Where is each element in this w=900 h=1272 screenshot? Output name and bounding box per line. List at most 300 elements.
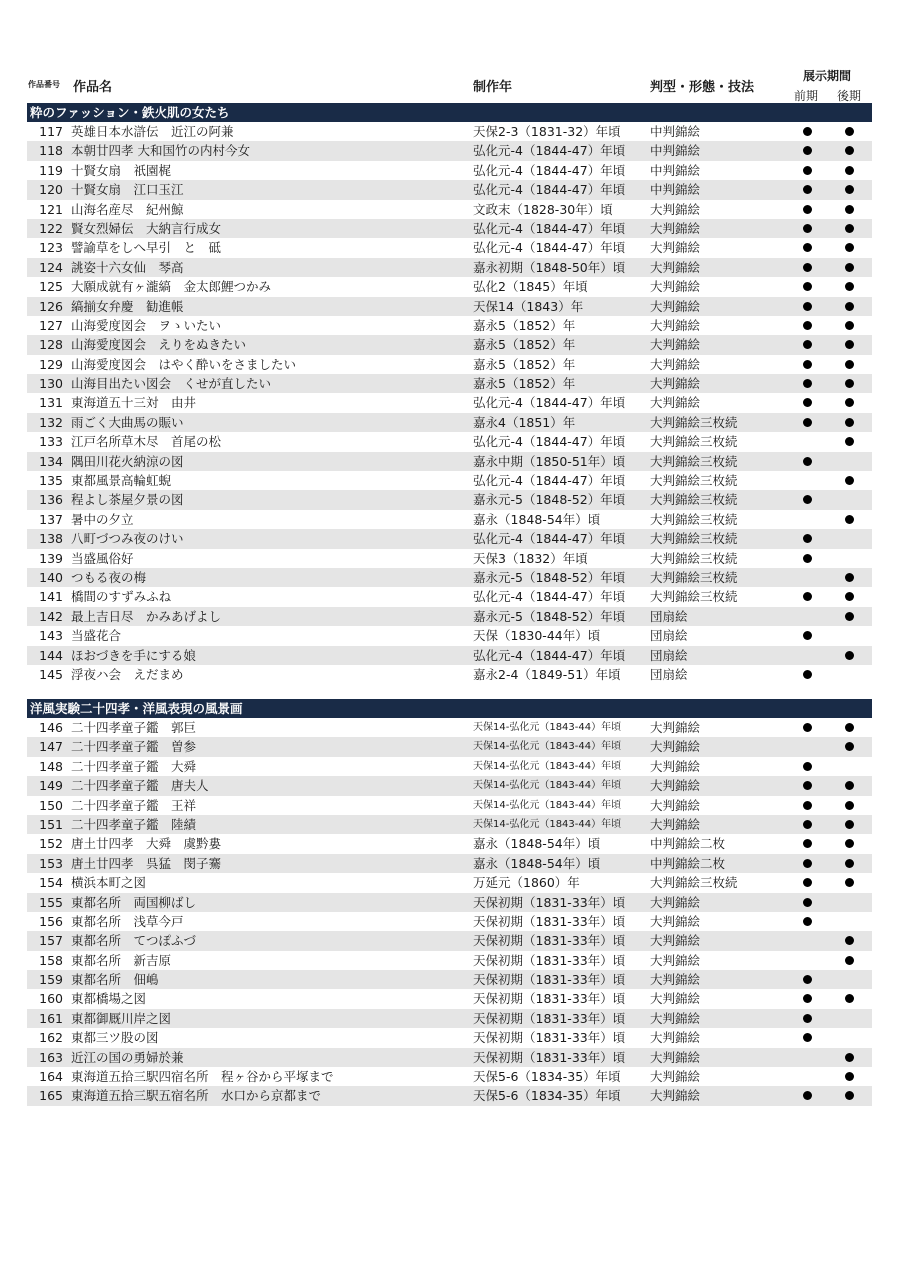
item-format: 大判錦絵 bbox=[650, 933, 701, 949]
table-row bbox=[27, 549, 872, 568]
header-period: 展示期間 bbox=[803, 69, 852, 83]
item-title: 東都名所 両国柳ばし bbox=[71, 894, 197, 910]
item-format: 中判錦絵二枚 bbox=[650, 836, 726, 852]
item-format: 中判錦絵 bbox=[650, 162, 701, 178]
item-number: 152 bbox=[39, 836, 63, 852]
item-title: 譬諭草をしへ早引 と 砥 bbox=[71, 240, 222, 256]
item-format: 大判錦絵 bbox=[650, 337, 701, 353]
early-period-dot-icon bbox=[803, 762, 812, 771]
item-year: 天保（1830-44年）頃 bbox=[473, 628, 601, 644]
late-period-dot-icon bbox=[845, 651, 854, 660]
late-period-dot-icon bbox=[845, 476, 854, 485]
item-year: 天保14-弘化元（1843-44）年頃 bbox=[473, 722, 622, 733]
late-period-dot-icon bbox=[845, 146, 854, 155]
item-title: 二十四孝童子鑑 郭巨 bbox=[71, 720, 197, 735]
item-year: 天保初期（1831-33年）頃 bbox=[473, 894, 626, 910]
item-year: 弘化元-4（1844-47）年頃 bbox=[473, 162, 626, 178]
item-format: 大判錦絵三枚続 bbox=[650, 589, 738, 605]
item-year: 天保3（1832）年頃 bbox=[473, 550, 588, 566]
header-early: 前期 bbox=[794, 89, 819, 103]
late-period-dot-icon bbox=[845, 418, 854, 427]
table-row bbox=[27, 665, 872, 684]
item-format: 大判錦絵 bbox=[650, 816, 701, 832]
early-period-dot-icon bbox=[803, 1091, 812, 1100]
item-year: 嘉永5（1852）年 bbox=[473, 376, 576, 392]
early-period-dot-icon bbox=[803, 457, 812, 466]
item-year: 文政末（1828-30年）頃 bbox=[473, 201, 613, 217]
early-period-dot-icon bbox=[803, 321, 812, 330]
item-number: 155 bbox=[39, 894, 63, 910]
item-number: 137 bbox=[39, 511, 63, 527]
item-year: 嘉永4（1851）年 bbox=[473, 414, 576, 430]
item-title: 東都風景高輪虹蜺 bbox=[71, 473, 172, 489]
early-period-dot-icon bbox=[803, 820, 812, 829]
item-title: 本朝廿四孝 大和国竹の内村今女 bbox=[71, 143, 250, 159]
item-year: 万延元（1860）年 bbox=[473, 875, 580, 891]
item-year: 弘化2（1845）年頃 bbox=[473, 279, 588, 295]
header-number: 作品番号 bbox=[28, 80, 60, 89]
item-number: 163 bbox=[39, 1049, 63, 1065]
item-format: 大判錦絵 bbox=[650, 894, 701, 910]
item-format: 大判錦絵 bbox=[650, 279, 701, 295]
item-number: 119 bbox=[39, 162, 63, 178]
section-rows bbox=[27, 718, 872, 1106]
item-format: 大判錦絵 bbox=[650, 376, 701, 392]
item-title: 東都名所 てつぽふづ bbox=[71, 933, 197, 949]
item-number: 127 bbox=[39, 317, 63, 333]
early-period-dot-icon bbox=[803, 994, 812, 1003]
item-year: 天保14（1843）年 bbox=[473, 298, 584, 314]
late-period-dot-icon bbox=[845, 839, 854, 848]
item-title: 横浜本町之図 bbox=[71, 875, 147, 891]
table-row bbox=[27, 626, 872, 645]
item-year: 天保14-弘化元（1843-44）年頃 bbox=[473, 818, 622, 830]
table-row bbox=[27, 796, 872, 815]
item-year: 嘉永5（1852）年 bbox=[473, 356, 576, 372]
early-period-dot-icon bbox=[803, 166, 812, 175]
header-year: 制作年 bbox=[473, 80, 513, 95]
late-period-dot-icon bbox=[845, 1053, 854, 1062]
item-number: 132 bbox=[39, 414, 63, 430]
table-row bbox=[27, 646, 872, 665]
item-title: 当盛風俗好 bbox=[71, 550, 134, 566]
item-format: 中判錦絵 bbox=[650, 143, 701, 159]
item-year: 弘化元-4（1844-47）年頃 bbox=[473, 240, 626, 256]
early-period-dot-icon bbox=[803, 554, 812, 563]
table-row bbox=[27, 316, 872, 335]
item-title: 二十四孝童子鑑 大舜 bbox=[71, 758, 197, 774]
item-title: 江戸名所草木尽 首尾の松 bbox=[71, 434, 222, 450]
item-number: 160 bbox=[39, 991, 63, 1007]
early-period-dot-icon bbox=[803, 243, 812, 252]
item-format: 大判錦絵 bbox=[650, 972, 701, 988]
item-number: 147 bbox=[39, 739, 63, 755]
item-format: 大判錦絵 bbox=[650, 317, 701, 333]
item-title: 東海道五拾三駅四宿名所 程ヶ谷から平塚まで bbox=[71, 1069, 334, 1085]
late-period-dot-icon bbox=[845, 302, 854, 311]
item-number: 118 bbox=[39, 143, 63, 159]
late-period-dot-icon bbox=[845, 437, 854, 446]
item-format: 大判錦絵 bbox=[650, 298, 701, 314]
table-row bbox=[27, 1009, 872, 1028]
table-row bbox=[27, 854, 872, 873]
item-format: 大判錦絵 bbox=[650, 1069, 701, 1085]
table-row bbox=[27, 912, 872, 931]
item-format: 大判錦絵三枚続 bbox=[650, 550, 738, 566]
item-number: 144 bbox=[39, 647, 63, 663]
item-format: 大判錦絵 bbox=[650, 952, 701, 968]
table-row bbox=[27, 1067, 872, 1086]
early-period-dot-icon bbox=[803, 670, 812, 679]
table-row bbox=[27, 815, 872, 834]
early-period-dot-icon bbox=[803, 263, 812, 272]
item-title: 唐土廿四孝 呉猛 閔子騫 bbox=[71, 855, 222, 871]
late-period-dot-icon bbox=[845, 340, 854, 349]
item-format: 大判錦絵 bbox=[650, 220, 701, 236]
item-title: 山海名産尽 紀州鯨 bbox=[71, 201, 184, 217]
item-format: 大判錦絵三枚続 bbox=[650, 414, 738, 430]
item-format: 中判錦絵 bbox=[650, 182, 701, 198]
item-title: 二十四孝童子鑑 曽参 bbox=[71, 739, 197, 755]
table-row bbox=[27, 141, 872, 160]
early-period-dot-icon bbox=[803, 839, 812, 848]
table-row bbox=[27, 452, 872, 471]
item-title: 浮夜ハ会 えだまめ bbox=[71, 666, 184, 682]
table-row bbox=[27, 258, 872, 277]
item-title: 東都橋場之図 bbox=[71, 991, 147, 1007]
item-format: 団扇絵 bbox=[650, 647, 688, 663]
item-title: 十賢女扇 祇園梶 bbox=[71, 162, 172, 178]
item-year: 天保初期（1831-33年）頃 bbox=[473, 1030, 626, 1046]
item-format: 大判錦絵 bbox=[650, 1010, 701, 1026]
item-year: 嘉永元-5（1848-52）年頃 bbox=[473, 569, 626, 585]
table-row bbox=[27, 587, 872, 606]
late-period-dot-icon bbox=[845, 185, 854, 194]
item-year: 嘉永5（1852）年 bbox=[473, 317, 576, 333]
item-number: 129 bbox=[39, 356, 63, 372]
early-period-dot-icon bbox=[803, 379, 812, 388]
table-row bbox=[27, 471, 872, 490]
item-title: 英雄日本水滸伝 近江の阿兼 bbox=[71, 124, 234, 139]
item-number: 138 bbox=[39, 531, 63, 547]
item-title: 山海愛度図会 はやく酔いをさましたい bbox=[71, 356, 297, 372]
item-year: 弘化元-4（1844-47）年頃 bbox=[473, 220, 626, 236]
header-late: 後期 bbox=[837, 89, 862, 103]
item-number: 154 bbox=[39, 875, 63, 891]
item-year: 天保初期（1831-33年）頃 bbox=[473, 952, 626, 968]
late-period-dot-icon bbox=[845, 820, 854, 829]
item-number: 157 bbox=[39, 933, 63, 949]
item-number: 120 bbox=[39, 182, 63, 198]
item-format: 大判錦絵 bbox=[650, 201, 701, 217]
item-number: 135 bbox=[39, 473, 63, 489]
item-format: 団扇絵 bbox=[650, 666, 688, 682]
item-year: 天保初期（1831-33年）頃 bbox=[473, 972, 626, 988]
item-year: 弘化元-4（1844-47）年頃 bbox=[473, 589, 626, 605]
item-number: 136 bbox=[39, 492, 63, 508]
item-year: 嘉永（1848-54年）頃 bbox=[473, 836, 601, 852]
early-period-dot-icon bbox=[803, 878, 812, 887]
item-number: 143 bbox=[39, 628, 63, 644]
item-number: 142 bbox=[39, 608, 63, 624]
table-row bbox=[27, 931, 872, 950]
item-title: 山海愛度図会 えりをぬきたい bbox=[71, 337, 247, 353]
item-year: 天保初期（1831-33年）頃 bbox=[473, 1010, 626, 1026]
item-year: 嘉永初期（1848-50年）頃 bbox=[473, 259, 626, 275]
late-period-dot-icon bbox=[845, 127, 854, 136]
item-format: 大判錦絵三枚続 bbox=[650, 569, 738, 585]
item-format: 大判錦絵三枚続 bbox=[650, 473, 738, 489]
item-format: 大判錦絵 bbox=[650, 395, 701, 411]
item-year: 弘化元-4（1844-47）年頃 bbox=[473, 395, 626, 411]
item-format: 大判錦絵 bbox=[650, 797, 701, 813]
late-period-dot-icon bbox=[845, 243, 854, 252]
item-format: 大判錦絵 bbox=[650, 739, 701, 755]
late-period-dot-icon bbox=[845, 781, 854, 790]
table-row bbox=[27, 834, 872, 853]
table-row bbox=[27, 951, 872, 970]
item-title: 東都名所 浅草今戸 bbox=[71, 913, 184, 929]
item-number: 148 bbox=[39, 758, 63, 774]
late-period-dot-icon bbox=[845, 321, 854, 330]
item-format: 大判錦絵 bbox=[650, 720, 701, 735]
item-number: 130 bbox=[39, 376, 63, 392]
item-year: 嘉永5（1852）年 bbox=[473, 337, 576, 353]
early-period-dot-icon bbox=[803, 302, 812, 311]
item-title: 二十四孝童子鑑 唐夫人 bbox=[71, 778, 209, 794]
item-format: 大判錦絵 bbox=[650, 1030, 701, 1046]
item-number: 159 bbox=[39, 972, 63, 988]
item-format: 大判錦絵三枚続 bbox=[650, 511, 738, 527]
item-title: 暑中の夕立 bbox=[71, 511, 134, 527]
table-row bbox=[27, 757, 872, 776]
table-row bbox=[27, 893, 872, 912]
item-title: 近江の国の勇婦於兼 bbox=[71, 1049, 184, 1065]
early-period-dot-icon bbox=[803, 631, 812, 640]
item-year: 天保5-6（1834-35）年頃 bbox=[473, 1069, 621, 1085]
item-title: 程よし茶屋夕景の図 bbox=[71, 492, 184, 508]
early-period-dot-icon bbox=[803, 146, 812, 155]
table-row bbox=[27, 335, 872, 354]
early-period-dot-icon bbox=[803, 418, 812, 427]
table-row bbox=[27, 529, 872, 548]
early-period-dot-icon bbox=[803, 534, 812, 543]
early-period-dot-icon bbox=[803, 917, 812, 926]
item-year: 弘化元-4（1844-47）年頃 bbox=[473, 531, 626, 547]
table-row bbox=[27, 1048, 872, 1067]
early-period-dot-icon bbox=[803, 1033, 812, 1042]
table-row bbox=[27, 122, 872, 141]
table-row bbox=[27, 970, 872, 989]
table-row bbox=[27, 510, 872, 529]
header-format: 判型・形態・技法 bbox=[650, 80, 755, 95]
late-period-dot-icon bbox=[845, 801, 854, 810]
late-period-dot-icon bbox=[845, 398, 854, 407]
table-row bbox=[27, 776, 872, 795]
late-period-dot-icon bbox=[845, 1072, 854, 1081]
table-row bbox=[27, 737, 872, 756]
item-number: 117 bbox=[39, 124, 63, 139]
item-title: 東海道五拾三駅五宿名所 水口から京都まで bbox=[71, 1088, 322, 1104]
item-year: 天保初期（1831-33年）頃 bbox=[473, 933, 626, 949]
item-year: 弘化元-4（1844-47）年頃 bbox=[473, 473, 626, 489]
early-period-dot-icon bbox=[803, 185, 812, 194]
late-period-dot-icon bbox=[845, 515, 854, 524]
table-row bbox=[27, 355, 872, 374]
item-number: 165 bbox=[39, 1088, 63, 1104]
late-period-dot-icon bbox=[845, 282, 854, 291]
late-period-dot-icon bbox=[845, 723, 854, 732]
late-period-dot-icon bbox=[845, 612, 854, 621]
early-period-dot-icon bbox=[803, 360, 812, 369]
item-number: 141 bbox=[39, 589, 63, 605]
item-year: 嘉永（1848-54年）頃 bbox=[473, 511, 601, 527]
late-period-dot-icon bbox=[845, 360, 854, 369]
item-title: 二十四孝童子鑑 王祥 bbox=[71, 797, 197, 813]
item-format: 大判錦絵三枚続 bbox=[650, 453, 738, 469]
item-year: 天保14-弘化元（1843-44）年頃 bbox=[473, 780, 622, 792]
early-period-dot-icon bbox=[803, 282, 812, 291]
table-row bbox=[27, 219, 872, 238]
early-period-dot-icon bbox=[803, 340, 812, 349]
late-period-dot-icon bbox=[845, 573, 854, 582]
item-format: 中判錦絵二枚 bbox=[650, 855, 726, 871]
item-title: 縞揃女弁慶 勧進帳 bbox=[71, 298, 184, 314]
item-year: 天保初期（1831-33年）頃 bbox=[473, 913, 626, 929]
item-title: つもる夜の梅 bbox=[71, 569, 147, 585]
item-format: 大判錦絵 bbox=[650, 259, 701, 275]
item-number: 134 bbox=[39, 453, 63, 469]
table-row bbox=[27, 393, 872, 412]
item-year: 嘉永2-4（1849-51）年頃 bbox=[473, 666, 621, 682]
early-period-dot-icon bbox=[803, 781, 812, 790]
item-year: 天保初期（1831-33年）頃 bbox=[473, 991, 626, 1007]
late-period-dot-icon bbox=[845, 1091, 854, 1100]
item-title: 東海道五十三対 由井 bbox=[71, 395, 197, 411]
section-western-style bbox=[27, 699, 872, 1106]
item-format: 大判錦絵 bbox=[650, 913, 701, 929]
item-title: 大願成就有ヶ瀧縞 金太郎鯉つかみ bbox=[71, 279, 272, 295]
early-period-dot-icon bbox=[803, 723, 812, 732]
item-year: 嘉永中期（1850-51年）頃 bbox=[473, 453, 626, 469]
item-year: 弘化元-4（1844-47）年頃 bbox=[473, 182, 626, 198]
item-number: 140 bbox=[39, 569, 63, 585]
item-title: 最上吉日尽 かみあげよし bbox=[71, 608, 222, 624]
table-row bbox=[27, 873, 872, 892]
early-period-dot-icon bbox=[803, 592, 812, 601]
table-row bbox=[27, 200, 872, 219]
item-format: 大判錦絵三枚続 bbox=[650, 531, 738, 547]
late-period-dot-icon bbox=[845, 166, 854, 175]
item-year: 嘉永（1848-54年）頃 bbox=[473, 855, 601, 871]
item-format: 大判錦絵 bbox=[650, 758, 701, 774]
table-row bbox=[27, 607, 872, 626]
item-format: 団扇絵 bbox=[650, 628, 688, 644]
early-period-dot-icon bbox=[803, 127, 812, 136]
table-row bbox=[27, 374, 872, 393]
early-period-dot-icon bbox=[803, 495, 812, 504]
table-row bbox=[27, 989, 872, 1008]
item-year: 天保5-6（1834-35）年頃 bbox=[473, 1088, 621, 1104]
item-year: 弘化元-4（1844-47）年頃 bbox=[473, 647, 626, 663]
item-year: 天保14-弘化元（1843-44）年頃 bbox=[473, 799, 622, 811]
item-format: 大判錦絵 bbox=[650, 1088, 701, 1104]
item-number: 146 bbox=[39, 720, 63, 735]
item-year: 弘化元-4（1844-47）年頃 bbox=[473, 434, 626, 450]
item-number: 149 bbox=[39, 778, 63, 794]
item-year: 天保14-弘化元（1843-44）年頃 bbox=[473, 741, 622, 753]
table-row bbox=[27, 432, 872, 451]
item-year: 弘化元-4（1844-47）年頃 bbox=[473, 143, 626, 159]
header-title: 作品名 bbox=[73, 80, 113, 95]
item-number: 133 bbox=[39, 434, 63, 450]
item-title: 東都名所 佃嶋 bbox=[71, 972, 159, 988]
late-period-dot-icon bbox=[845, 936, 854, 945]
early-period-dot-icon bbox=[803, 224, 812, 233]
item-title: ほおづきを手にする娘 bbox=[71, 647, 196, 663]
item-format: 中判錦絵 bbox=[650, 124, 701, 139]
table-row bbox=[27, 161, 872, 180]
late-period-dot-icon bbox=[845, 379, 854, 388]
item-format: 大判錦絵 bbox=[650, 778, 701, 794]
late-period-dot-icon bbox=[845, 956, 854, 965]
item-number: 158 bbox=[39, 952, 63, 968]
early-period-dot-icon bbox=[803, 859, 812, 868]
item-number: 122 bbox=[39, 220, 63, 236]
table-row bbox=[27, 277, 872, 296]
item-year: 天保初期（1831-33年）頃 bbox=[473, 1049, 626, 1065]
item-format: 大判錦絵 bbox=[650, 991, 701, 1007]
item-title: 二十四孝童子鑑 陸績 bbox=[71, 816, 197, 832]
table-row bbox=[27, 413, 872, 432]
early-period-dot-icon bbox=[803, 398, 812, 407]
item-number: 124 bbox=[39, 259, 63, 275]
item-number: 139 bbox=[39, 550, 63, 566]
item-format: 大判錦絵 bbox=[650, 1049, 701, 1065]
item-number: 161 bbox=[39, 1010, 63, 1026]
table-row bbox=[27, 490, 872, 509]
table-row bbox=[27, 238, 872, 257]
item-format: 大判錦絵三枚続 bbox=[650, 875, 738, 891]
section-rows bbox=[27, 122, 872, 684]
section-title: 洋風実験二十四孝・洋風表現の風景画 bbox=[27, 699, 872, 718]
late-period-dot-icon bbox=[845, 878, 854, 887]
table-row bbox=[27, 297, 872, 316]
item-number: 162 bbox=[39, 1030, 63, 1046]
table-row bbox=[27, 1086, 872, 1105]
item-title: 東都名所 新吉原 bbox=[71, 952, 172, 968]
item-title: 東都三ツ股の図 bbox=[71, 1030, 159, 1046]
item-number: 164 bbox=[39, 1069, 63, 1085]
late-period-dot-icon bbox=[845, 859, 854, 868]
item-format: 大判錦絵 bbox=[650, 356, 701, 372]
item-number: 145 bbox=[39, 666, 63, 682]
item-title: 山海愛度図会 ヲゝいたい bbox=[71, 317, 222, 333]
late-period-dot-icon bbox=[845, 994, 854, 1003]
item-title: 誂姿十六女仙 琴高 bbox=[71, 259, 184, 275]
section-title: 粋のファッション・鉄火肌の女たち bbox=[27, 103, 872, 122]
item-format: 大判錦絵三枚続 bbox=[650, 434, 738, 450]
late-period-dot-icon bbox=[845, 263, 854, 272]
late-period-dot-icon bbox=[845, 592, 854, 601]
table-row bbox=[27, 718, 872, 737]
early-period-dot-icon bbox=[803, 801, 812, 810]
item-year: 嘉永元-5（1848-52）年頃 bbox=[473, 608, 626, 624]
item-number: 151 bbox=[39, 816, 63, 832]
item-number: 126 bbox=[39, 298, 63, 314]
late-period-dot-icon bbox=[845, 742, 854, 751]
section-fashion bbox=[27, 103, 872, 684]
